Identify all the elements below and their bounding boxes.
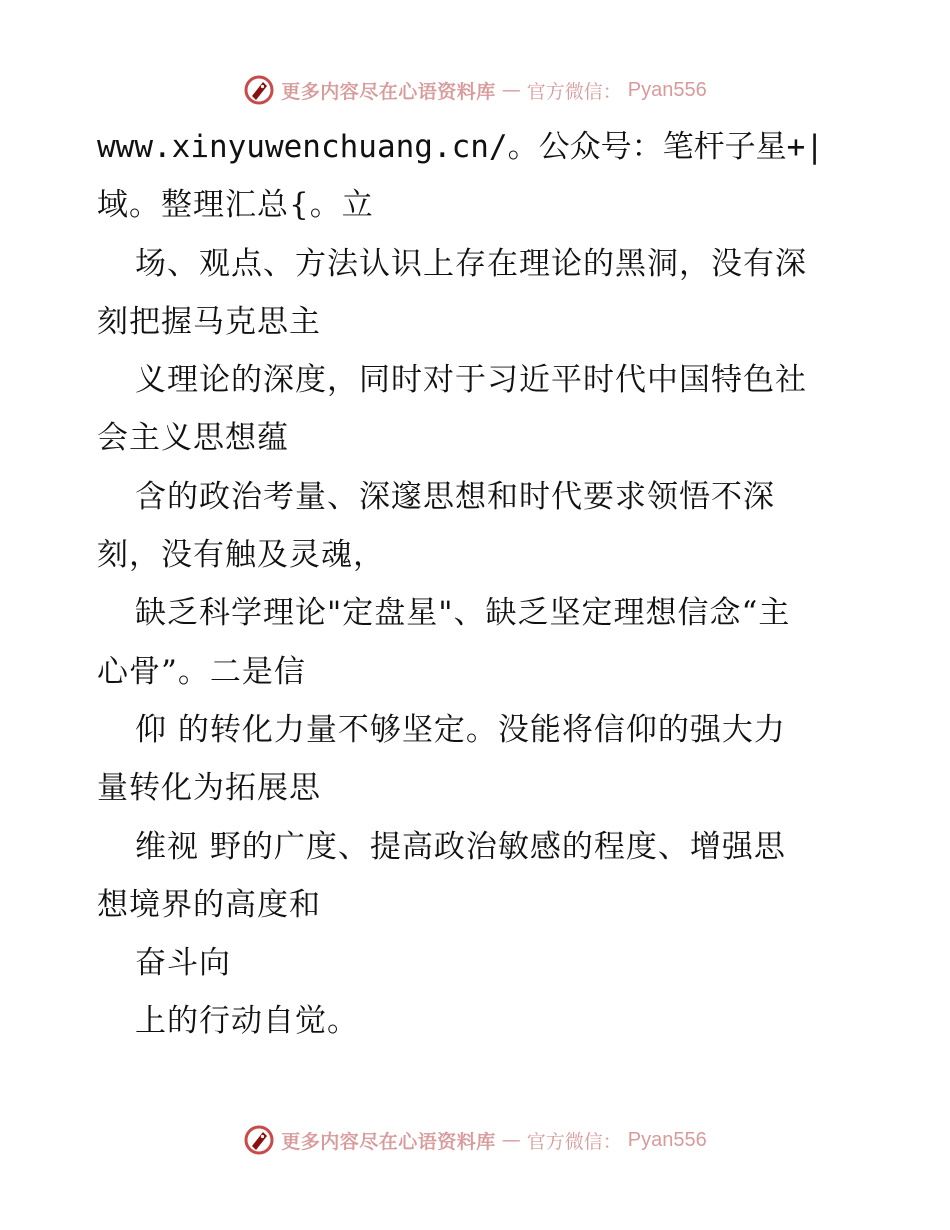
footer-banner [0, 1120, 950, 1160]
text-line: 刻，没有触及灵魂， [97, 537, 385, 574]
text-line: 场、观点、方法认识上存在理论的黑洞，没有深 [135, 245, 807, 282]
banner-separator: — [501, 79, 521, 101]
text-line: 域。整理汇总{。立 [97, 187, 374, 224]
text-line: 含的政治考量、深邃思想和时代要求领悟不深 [135, 478, 775, 515]
text-line: 想境界的高度和 [97, 886, 321, 923]
text-line: 刻把握马克思主 [97, 303, 321, 340]
text-line: 义理论的深度，同时对于习近平时代中国特色社 [135, 362, 807, 399]
banner-separator: — [501, 1129, 521, 1151]
text-line: 缺乏科学理论"定盘星"、缺乏坚定理想信念“主 [135, 595, 791, 632]
text-line: 心骨”。二是信 [97, 653, 306, 690]
text-line: 维视 野的广度、提高政治敏感的程度、增强思 [135, 828, 786, 865]
text-line: 会主义思想蕴 [97, 420, 289, 457]
pen-nib-logo-icon [243, 74, 275, 106]
banner-title: 更多内容尽在心语资料库 [281, 1130, 496, 1153]
text-line: 奋斗向 [135, 945, 231, 982]
banner-title: 更多内容尽在心语资料库 [281, 80, 496, 103]
banner-wechat-id: Pyan556 [627, 78, 707, 101]
text-line: 仰 的转化力量不够坚定。没能将信仰的强大力 [135, 711, 786, 748]
text-line: 量转化为拓展思 [97, 770, 321, 807]
pen-nib-logo-icon [243, 1124, 275, 1156]
banner-wechat-id: Pyan556 [627, 1128, 707, 1151]
document-body [97, 118, 857, 1051]
text-line: 上的行动自觉。 [135, 1003, 359, 1040]
banner-wechat-label: 官方微信： [526, 80, 622, 103]
header-banner [0, 70, 950, 110]
text-line: www.xinyuwenchuang.cn/。公众号：笔杆子星+| [97, 129, 824, 165]
banner-wechat-label: 官方微信： [526, 1130, 622, 1153]
